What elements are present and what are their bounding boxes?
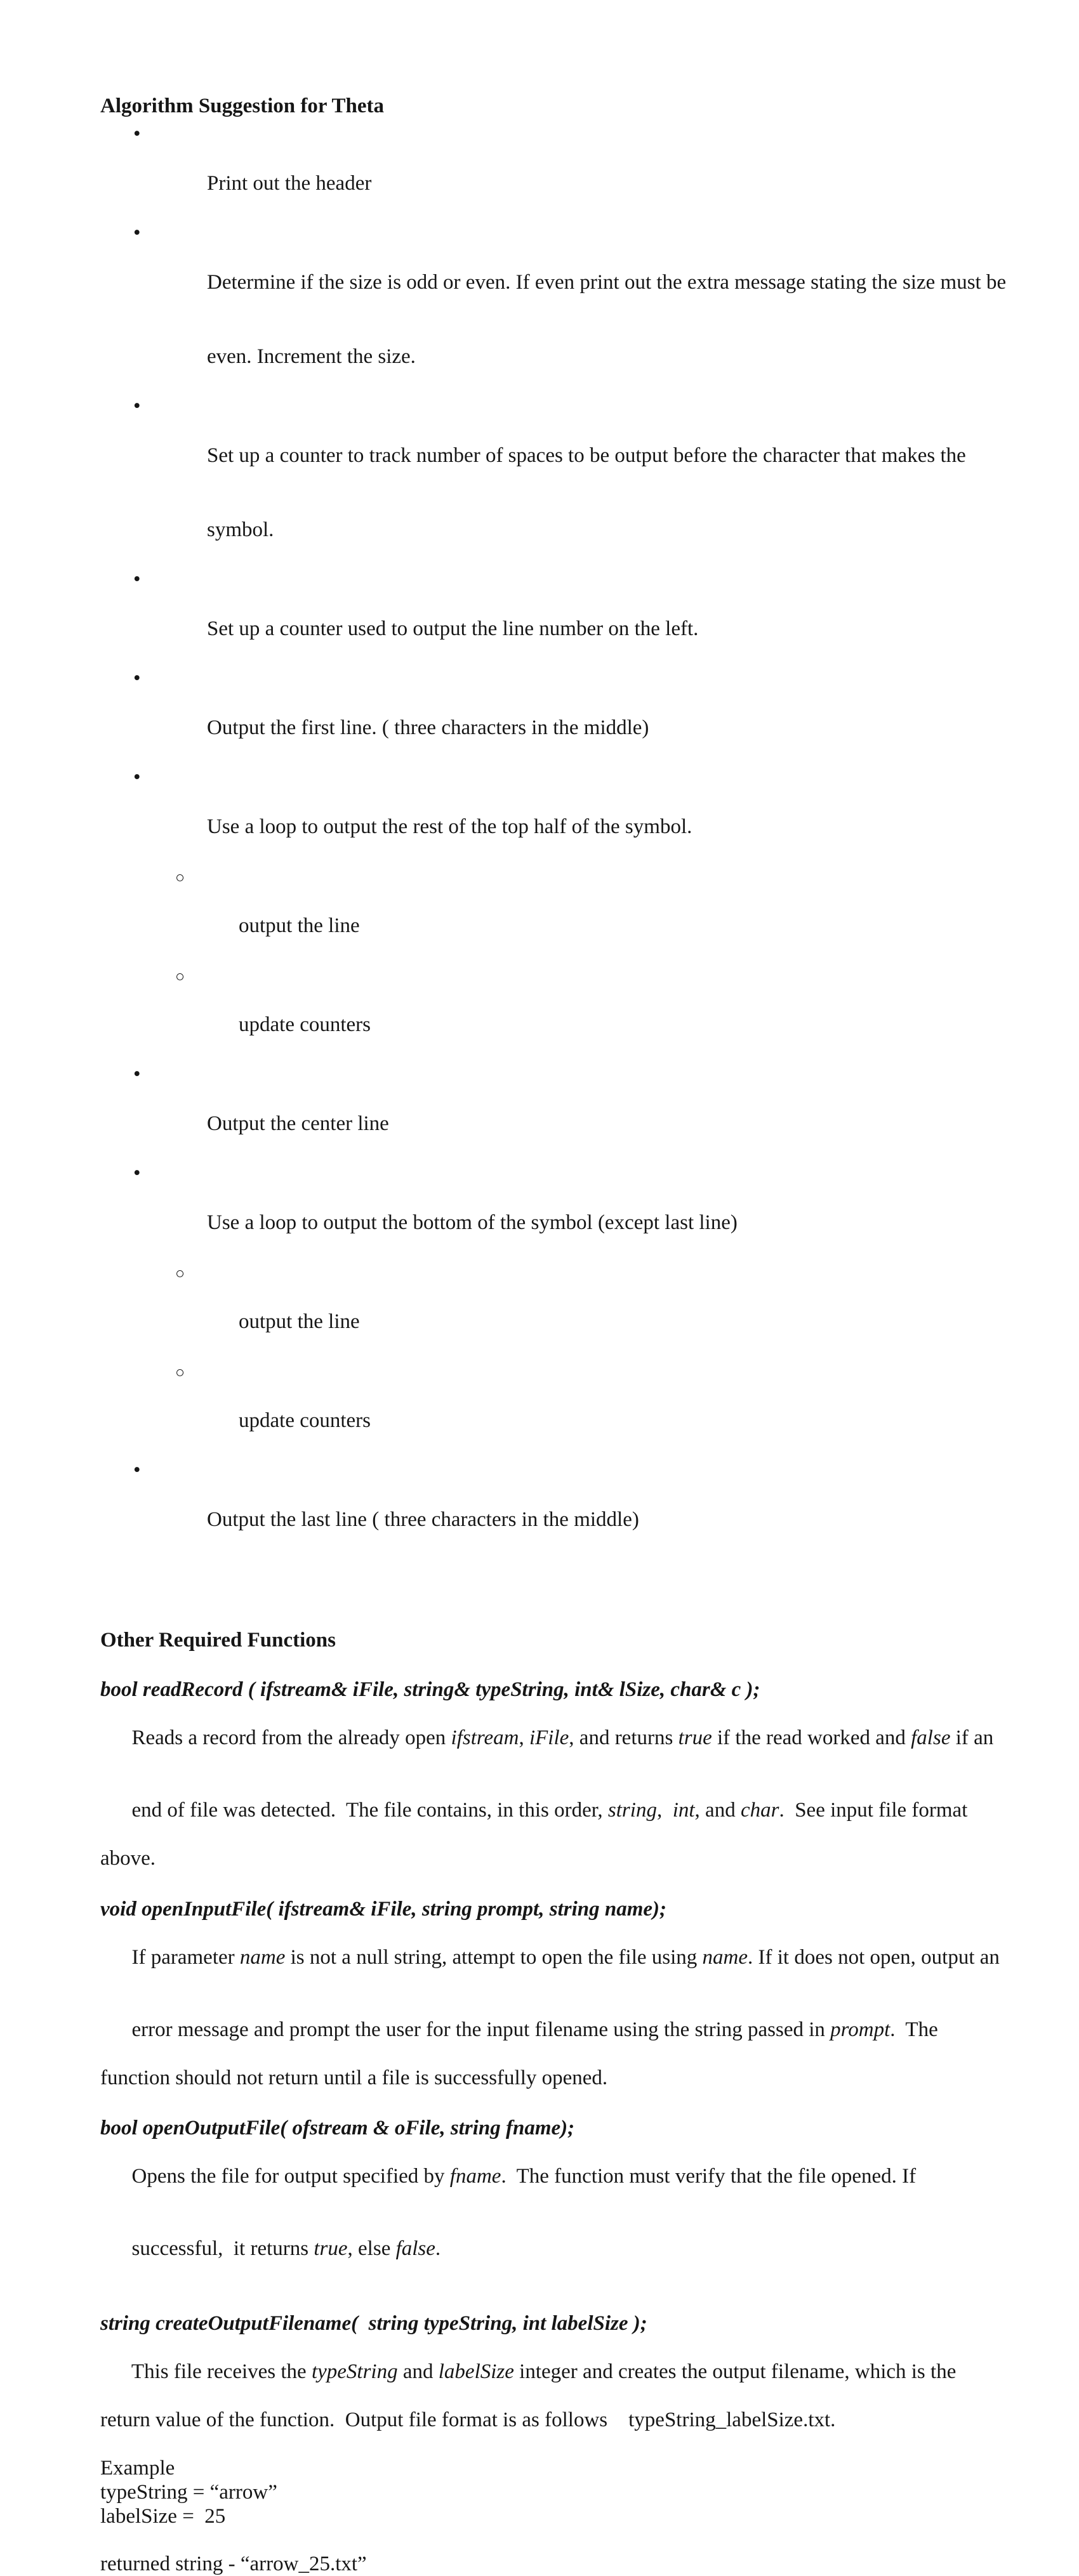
algorithm-section-heading: Algorithm Suggestion for Theta [100,95,385,117]
paragraph-line [100,2336,996,2408]
italic-text-run: true [678,1726,712,1749]
paragraph-line: above. [100,1847,156,1870]
italic-text-run: string [607,1799,657,1822]
paragraph-line [100,2212,996,2285]
circle-bullet-icon: ○ [175,968,185,985]
text-run: Reads a record from the already open [131,1726,451,1749]
bullet-text: Set up a counter used to output the line number on the left. [207,617,699,640]
algorithm-bullet-list [100,122,1007,1557]
paragraph-line [100,2140,996,2212]
disc-bullet-icon: • [133,395,141,417]
bullet-item [100,765,996,864]
text-run: . The function must verify that the file opened. If [501,2165,917,2188]
text-run: , and returns [569,1726,679,1749]
bullet-text: Use a loop to output the rest of the top half of the symbol. [207,815,692,838]
bullet-item [100,122,996,221]
text-run: , and [694,1799,741,1822]
disc-bullet-icon: • [133,221,141,244]
italic-text-run: name [239,1946,286,1969]
circle-bullet-icon: ○ [175,1364,185,1381]
bullet-text: Output the last line ( three characters in the middle) [207,1508,639,1531]
text-run: error message and prompt the user for the input filename using the string passed in [131,2018,831,2041]
text-run: If parameter [131,1946,240,1969]
sub-bullet-item [100,963,996,1062]
function-signature-openoutputfile: bool openOutputFile( ofstream & oFile, string fname); [100,2117,575,2139]
text-run: is not a null string, attempt to open the file using [285,1946,703,1969]
text-run: and [397,2360,439,2383]
italic-text-run: int [672,1799,695,1822]
bullet-item-continuation [100,320,996,394]
example-labelsize-line: labelSize = 25 [100,2505,226,2528]
text-run: . If it does not open, output an [748,1946,1000,1969]
sub-bullet-item [100,1359,996,1458]
text-run: , [656,1799,673,1822]
paragraph-line: function should not return until a file is successfully opened. [100,2067,608,2089]
italic-text-run: ifstream [451,1726,519,1749]
circle-bullet-icon: ○ [175,1265,185,1282]
paragraph-line [100,1774,996,1846]
text-run: , [519,1726,529,1749]
italic-text-run: false [911,1726,951,1749]
example-typestring-line: typeString = “arrow” [100,2481,277,2504]
italic-text-run: true [314,2237,348,2260]
disc-bullet-icon: • [133,1063,141,1086]
text-run: . The [890,2018,938,2041]
bullet-item [100,1161,996,1260]
text-run: . [435,2237,441,2260]
function-signature-openinputfile: void openInputFile( ifstream& iFile, string prompt, string name); [100,1898,666,1921]
sub-bullet-text: output the line [239,914,360,937]
bullet-text: Output the center line [207,1112,389,1135]
disc-bullet-icon: • [133,667,141,690]
function-signature-readrecord: bool readRecord ( ifstream& iFile, string& typeString, int& lSize, char& c ); [100,1678,760,1701]
text-run: if the read worked and [712,1726,911,1749]
function-signature-createoutputfilename: string createOutputFilename( string typeString, int labelSize ); [100,2312,647,2335]
bullet-text: Set up a counter to track number of spaces to be output before the character that makes the [207,444,966,467]
italic-text-run: char [740,1799,779,1822]
text-run: , else [347,2237,396,2260]
bullet-item-continuation [100,493,996,567]
disc-bullet-icon: • [133,568,141,591]
bullet-text: symbol. [207,518,274,541]
sub-bullet-text: update counters [239,1013,371,1036]
text-run: This file receives the [131,2360,312,2383]
italic-text-run: prompt [830,2018,890,2041]
italic-text-run: name [702,1946,748,1969]
bullet-item [100,666,996,765]
sub-bullet-item [100,864,996,963]
disc-bullet-icon: • [133,766,141,789]
bullet-text: even. Increment the size. [207,345,416,368]
functions-section-heading: Other Required Functions [100,1629,336,1652]
example-label: Example [100,2457,175,2480]
italic-text-run: fname [449,2165,501,2188]
bullet-text: Determine if the size is odd or even. If even print out the extra message stating the size must be [207,271,1007,294]
bullet-text: Print out the header [207,172,372,195]
bullet-item [100,1062,996,1161]
text-run: if an [950,1726,994,1749]
bullet-item [100,567,996,666]
circle-bullet-icon: ○ [175,869,185,886]
disc-bullet-icon: • [133,1459,141,1482]
example-returned-line: returned string - “arrow_25.txt” [100,2553,367,2575]
paragraph-line [100,1994,996,2066]
disc-bullet-icon: • [133,122,141,145]
text-run: integer and creates the output filename, which is the [513,2360,957,2383]
bullet-text: Use a loop to output the bottom of the symbol (except last line) [207,1211,738,1234]
sub-bullet-text: update counters [239,1409,371,1432]
sub-bullet-text: output the line [239,1310,360,1333]
paragraph-line [100,1702,996,1774]
bullet-text: Output the first line. ( three characters in the middle) [207,716,649,739]
disc-bullet-icon: • [133,1162,141,1185]
italic-text-run: iFile [529,1726,569,1749]
bullet-item [100,221,1007,320]
sub-bullet-item [100,1260,996,1359]
paragraph-line [100,1921,1000,1994]
italic-text-run: false [395,2237,435,2260]
text-run: Opens the file for output specified by [131,2165,450,2188]
text-run: successful, it returns [131,2237,314,2260]
bullet-item [100,1458,996,1557]
paragraph-line: return value of the function. Output file format is as follows typeString_labelSize.txt. [100,2408,836,2431]
italic-text-run: typeString [311,2360,398,2383]
text-run: end of file was detected. The file contains, in this order, [131,1799,608,1822]
italic-text-run: labelSize [438,2360,514,2383]
text-run: . See input file format [779,1799,968,1822]
bullet-item [100,394,996,493]
